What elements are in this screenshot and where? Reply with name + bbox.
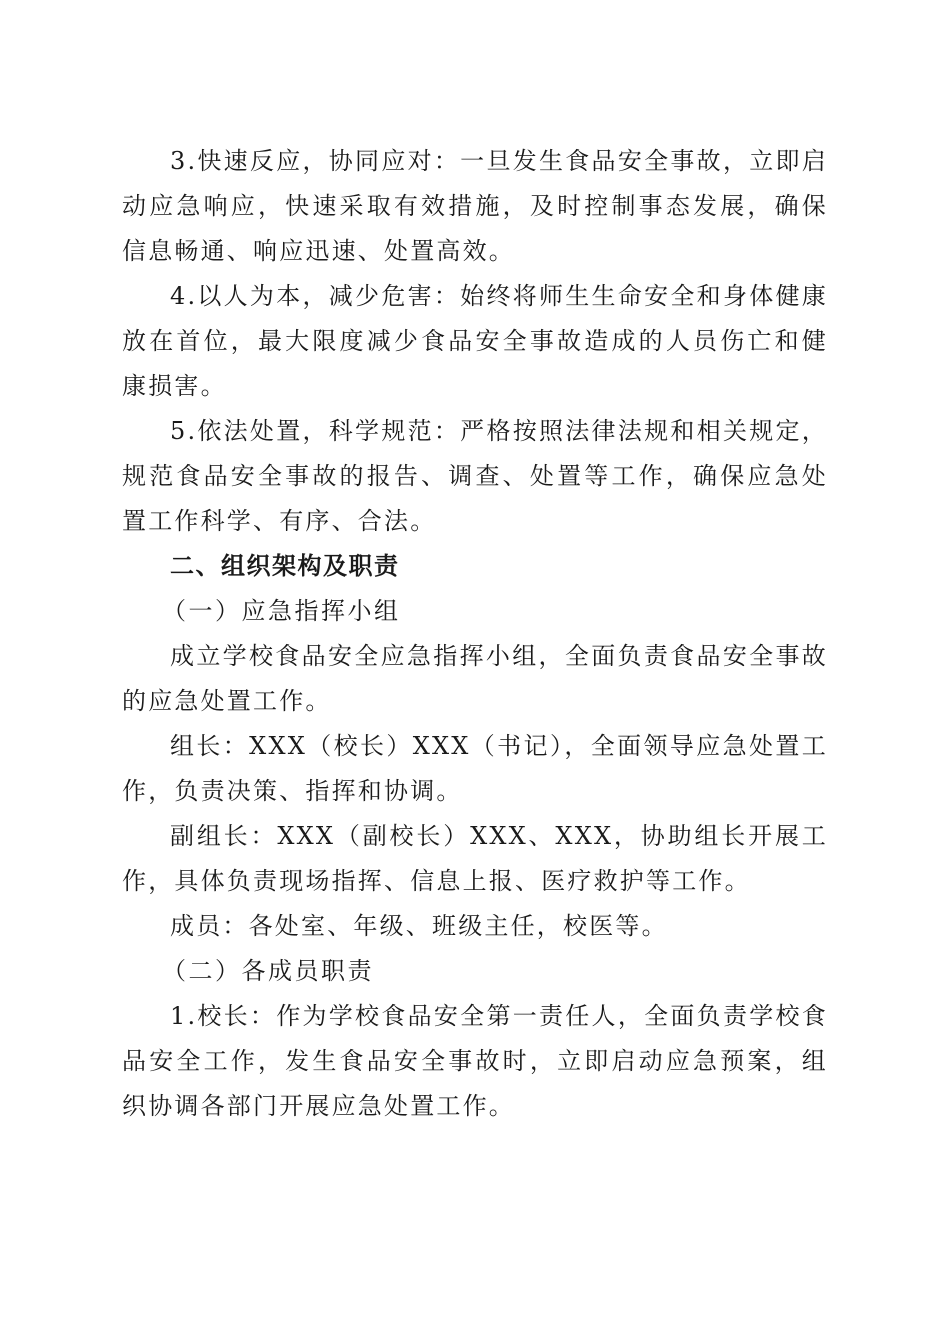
- document-body: [122, 139, 828, 1129]
- section-heading-organization: 二、组织架构及职责: [170, 552, 400, 580]
- subsection-heading-member-duties: （二）各成员职责: [162, 957, 374, 985]
- principle-5-paragraph: 5.依法处置，科学规范：严格按照法律法规和相关规定，规范食品安全事故的报告、调查、处置等工作，确保应急处置工作科学、有序、合法。: [122, 417, 828, 535]
- members-paragraph: 成员：各处室、年级、班级主任，校医等。: [170, 912, 668, 940]
- principle-4-paragraph: 4.以人为本，减少危害：始终将师生生命安全和身体健康放在首位，最大限度减少食品安全事故造成的人员伤亡和健康损害。: [122, 282, 828, 400]
- deputy-leader-paragraph: 副组长：XXX（副校长）XXX、XXX，协助组长开展工作，具体负责现场指挥、信息上报、医疗救护等工作。: [122, 822, 828, 895]
- command-group-paragraph: 成立学校食品安全应急指挥小组，全面负责食品安全事故的应急处置工作。: [122, 642, 828, 715]
- group-leader-paragraph: 组长：XXX（校长）XXX（书记），全面领导应急处置工作，负责决策、指挥和协调。: [122, 732, 828, 805]
- principal-duty-paragraph: 1.校长：作为学校食品安全第一责任人，全面负责学校食品安全工作，发生食品安全事故时，立即启动应急预案，组织协调各部门开展应急处置工作。: [122, 1002, 828, 1120]
- subsection-heading-command-group: （一）应急指挥小组: [162, 597, 401, 625]
- principle-3-paragraph: 3.快速反应，协同应对：一旦发生食品安全事故，立即启动应急响应，快速采取有效措施，及时控制事态发展，确保信息畅通、响应迅速、处置高效。: [122, 147, 828, 265]
